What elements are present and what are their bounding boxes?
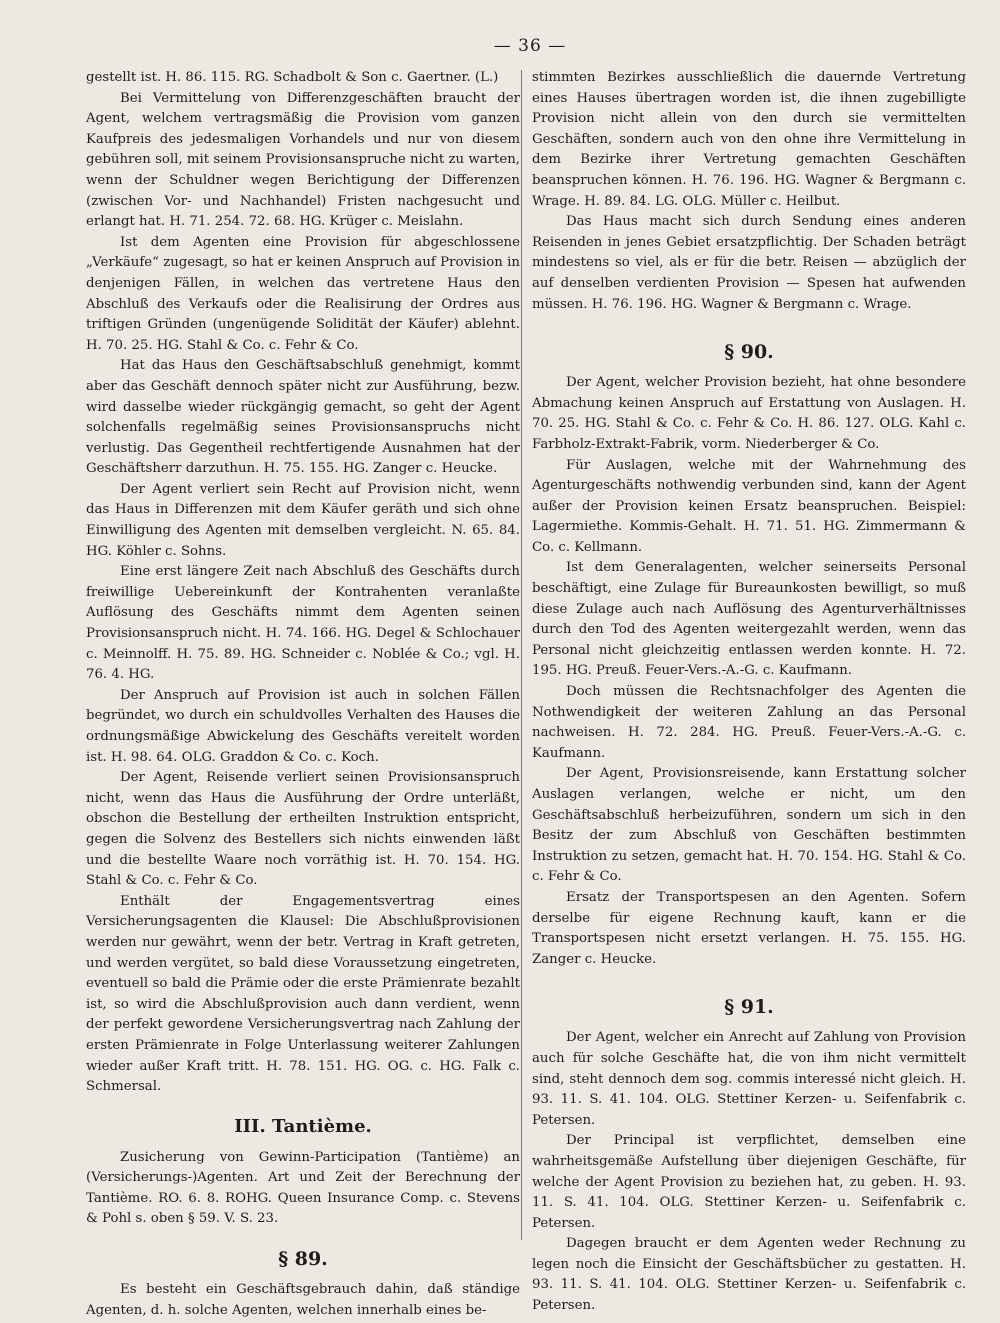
section-heading-iii: III. Tantième.: [234, 1115, 372, 1137]
paragraph: stimmten Bezirkes ausschließlich die dauernde Vertretung eines Hauses übertragen worden ist, die ihnen zugebilligte Provision nicht allein von den durch sie vermittelten Geschäften, sondern auch von den ohne ihre Vermittelung in dem Bezirke ihrer Vertretung gemachten Geschäften beanspruchen können. H. 76. 196. HG. Wagner & Bergmann c. Wrage. H. 89. 84. LG. OLG. Müller c. Heilbut.: [532, 70, 966, 209]
paragraph: Zusicherung von Gewinn-Participation (Tantième) an (Versicherungs-)Agenten. Art und Zeit der Berechnung der Tantième. RO. 6. 8. ROHG. Queen Insurance Comp. c. Stevens & Pohl s. oben § 59. V. S. 23.: [86, 1149, 520, 1227]
paragraph: Der Agent verliert sein Recht auf Provision nicht, wenn das Haus in Differenzen mit dem Käufer geräth und sich ohne Einwilligung des Agenten mit demselben vergleicht. N. 65. 84. HG. Köhler c. Sohns.: [86, 481, 520, 559]
page-number: — 36 —: [493, 36, 567, 56]
paragraph: Doch müssen die Rechtsnachfolger des Agenten die Nothwendigkeit der weiteren Zahlung an das Personal nachweisen. H. 72. 284. HG. Preuß. Feuer-Vers.-A.-G. c. Kaufmann.: [532, 684, 966, 761]
left-column: [86, 68, 520, 1321]
paragraph: Ersatz der Transportspesen an den Agenten. Sofern derselbe für eigene Rechnung kauft, kann er die Transportspesen nicht ersetzt verlangen. H. 75. 155. HG. Zanger c. Heucke.: [532, 889, 966, 967]
right-column: [532, 68, 966, 1317]
paragraph: Der Agent, Reisende verliert seinen Provisionsanspruch nicht, wenn das Haus die Ausführung der Ordre unterläßt, obschon die Bestellung der ertheilten Instruktion entspricht, gegen die Solvenz des Bestellers sich nichts einwenden läßt und die bestellte Waare noch vorräthig ist. H. 70. 154. HG. Stahl & Co. c. Fehr & Co.: [86, 770, 520, 889]
paragraph: Bei Vermittelung von Differenzgeschäften braucht der Agent, welchem vertragsmäßig die Provision vom ganzen Kaufpreis des jedesmaligen Vorhandels und nur von diesem gebühren soll, mit seinem Provisionsanspruche nicht zu warten, wenn der Schuldner wegen Berichtigung der Differenzen (zwischen Vor- und Nachhandel) Fristen nachgesucht und erlangt hat. H. 71. 254. 72. 68. HG. Krüger c. Meislahn.: [86, 90, 520, 230]
column-divider: [521, 70, 522, 1240]
paragraph: Dagegen braucht er dem Agenten weder Rechnung zu legen noch die Einsicht der Geschäftsbücher zu gestatten. H. 93. 11. S. 41. 104. OLG. Stettiner Kerzen- u. Seifenfabrik c. Petersen.: [532, 1236, 966, 1314]
paragraph: Es besteht ein Geschäftsgebrauch dahin, daß ständige Agenten, d. h. solche Agenten, welchen innerhalb eines be-: [86, 1282, 520, 1318]
paragraph: Ist dem Generalagenten, welcher seinerseits Personal beschäftigt, eine Zulage für Bureaunkosten bewilligt, so muß diese Zulage auch nach Auflösung des Agenturverhältnisses durch den Tod des Agenten weitergezahlt werden, wenn das Personal nicht gleichzeitig entlassen werden konnte. H. 72. 195. HG. Preuß. Feuer-Vers.-A.-G. c. Kaufmann.: [532, 560, 966, 679]
paragraph: Eine erst längere Zeit nach Abschluß des Geschäfts durch freiwillige Uebereinkunft der Kontrahenten veranlaßte Auflösung des Geschäfts nimmt dem Agenten seinen Provisionsanspruch nicht. H. 74. 166. HG. Degel & Schlochauer c. Meinnolff. H. 75. 89. HG. Schneider c. Noblée & Co.; vgl. H. 76. 4. HG.: [86, 564, 520, 683]
paragraph: Ist dem Agenten eine Provision für abgeschlossene „Verkäufe“ zugesagt, so hat er keinen Anspruch auf Provision in denjenigen Fällen, in welchen das vertretene Haus den Abschluß des Verkaufs oder die Realisirung der Ordres aus triftigen Gründen (ungenügende Solidität der Käufer) ablehnt. H. 70. 25. HG. Stahl & Co. c. Fehr & Co.: [86, 234, 520, 353]
paragraph: Hat das Haus den Geschäftsabschluß genehmigt, kommt aber das Geschäft dennoch später nicht zur Ausführung, bezw. wird dasselbe wieder rückgängig gemacht, so geht der Agent solchenfalls regelmäßig seines Provisionsanspruchs nicht verlustig. Das Gegentheil rechtfertigende Ausnahmen hat der Geschäftsherr darzuthun. H. 75. 155. HG. Zanger c. Heucke.: [86, 358, 520, 477]
paragraph: Das Haus macht sich durch Sendung eines anderen Reisenden in jenes Gebiet ersatzpflichtig. Der Schaden beträgt mindestens so viel, als er für die betr. Reisen — abzüglich der auf denselben verdienten Provision — Spesen hat aufwenden müssen. H. 76. 196. HG. Wagner & Bergmann c. Wrage.: [532, 214, 966, 312]
paragraph: Der Agent, welcher Provision bezieht, hat ohne besondere Abmachung keinen Anspruch auf Erstattung von Auslagen. H. 70. 25. HG. Stahl & Co. c. Fehr & Co. H. 86. 127. OLG. Kahl c. Farbholz-Extrakt-Fabrik, vorm. Niederberger & Co.: [532, 375, 966, 452]
paragraph: Für Auslagen, welche mit der Wahrnehmung des Agenturgeschäfts nothwendig verbunden sind, kann der Agent außer der Provision keinen Ersatz beanspruchen. Beispiel: Lagermiethe. Kommis-Gehalt. H. 71. 51. HG. Zimmermann & Co. c. Kellmann.: [532, 457, 966, 555]
paragraph: Der Principal ist verpflichtet, demselben eine wahrheitsgemäße Aufstellung über diejenigen Geschäfte, für welche der Agent Provision zu beziehen hat, zu geben. H. 93. 11. S. 41. 104. OLG. Stettiner Kerzen- u. Seifenfabrik c. Petersen.: [532, 1133, 966, 1231]
section-heading-91: § 91.: [724, 996, 774, 1019]
section-heading-90: § 90.: [724, 341, 774, 364]
section-heading-89: § 89.: [278, 1248, 328, 1271]
paragraph: Der Agent, welcher ein Anrecht auf Zahlung von Provision auch für solche Geschäfte hat, die von ihm nicht vermittelt sind, steht dennoch dem sog. commis interessé nicht gleich. H. 93. 11. S. 41. 104. OLG. Stettiner Kerzen- u. Seifenfabrik c. Petersen.: [532, 1030, 966, 1128]
paragraph: Enthält der Engagementsvertrag eines Versicherungsagenten die Klausel: Die Abschlußprovisionen werden nur gewährt, wenn der betr. Vertrag in Kraft getreten, und werden vergütet, so bald diese Voraussetzung eingetreten, eventuell so bald die Prämie oder die erste Prämienrate bezahlt ist, so wird die Abschlußprovision auch dann verdient, wenn der perfekt gewordene Versicherungsvertrag nach Zahlung der ersten Prämienrate in Folge Unterlassung weiterer Zahlungen wieder außer Kraft tritt. H. 78. 151. HG. OG. c. HG. Falk c. Schmersal.: [86, 893, 520, 1095]
paragraph: Der Agent, Provisionsreisende, kann Erstattung solcher Auslagen verlangen, welche er nicht, um den Geschäftsabschluß herbeizuführen, sondern um sich in den Besitz der zum Abschluß von Geschäften bestimmten Instruktion zu setzen, gemacht hat. H. 70. 154. HG. Stahl & Co. c. Fehr & Co.: [532, 766, 966, 885]
paragraph: Der Anspruch auf Provision ist auch in solchen Fällen begründet, wo durch ein schuldvolles Verhalten des Hauses die ordnungsmäßige Abwickelung des Geschäfts vereitelt worden ist. H. 98. 64. OLG. Graddon & Co. c. Koch.: [86, 687, 520, 765]
paragraph: gestellt ist. H. 86. 115. RG. Schadbolt & Son c. Gaertner. (L.): [86, 70, 499, 85]
